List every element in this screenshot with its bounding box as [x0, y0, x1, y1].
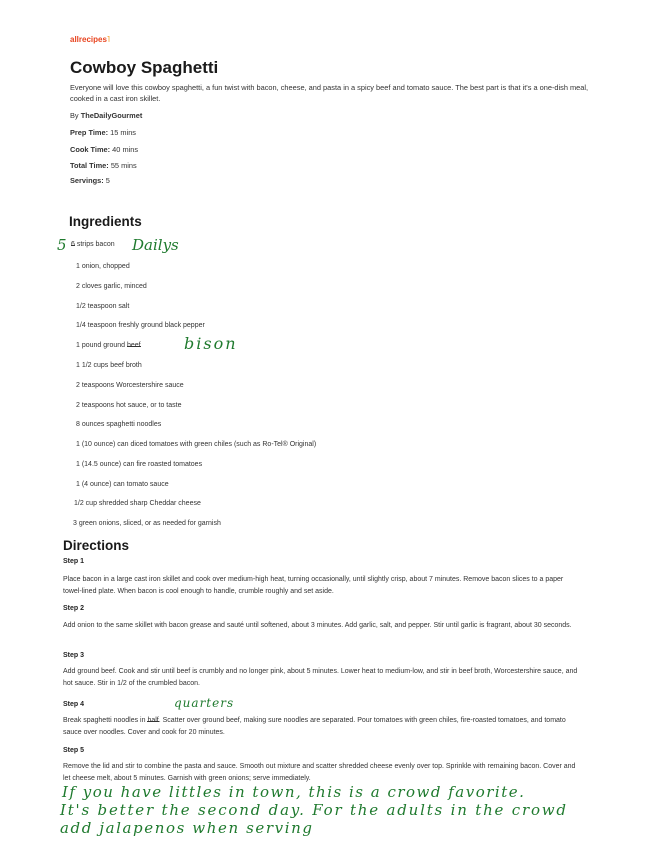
step-label: Step 4 — [63, 701, 85, 708]
step-text: Remove the lid and stir to combine the pasta and sauce. Smooth out mixture and scatter shredded cheese evenly over top. Sprinkle with remaining bacon. Cover and let cheese melt, about 5 minutes. Garnish with green onions; serve immediately. — [63, 763, 576, 782]
ingredients-heading: Ingredients — [69, 214, 142, 229]
servings-value: 5 — [105, 176, 110, 185]
step-text — [63, 715, 583, 739]
handwritten-dailys: Dailys — [132, 236, 179, 254]
total-time — [70, 161, 137, 170]
ingredient-item: 1 1/2 cups beef broth — [76, 362, 142, 369]
prep-time — [70, 128, 136, 137]
cook-value: 40 mins — [112, 145, 139, 154]
author-name: TheDailyGourmet — [80, 111, 143, 120]
total-label: Total Time: — [70, 161, 109, 170]
cook-time — [70, 145, 138, 154]
ingredient-item: 2 teaspoons hot sauce, or to taste — [76, 402, 182, 409]
cook-label: Cook Time: — [70, 145, 111, 154]
ingredient-item: 2 teaspoons Worcestershire sauce — [76, 382, 184, 389]
step-text-after: . Scatter over ground beef, making sure noodles are separated. Pour tomatoes with green chiles, fire-roasted tomatoes, and tomato sauce over noodles. Cover and cook for 20 minutes. — [63, 717, 566, 736]
step-text: Add onion to the same skillet with bacon grease and sauté until softened, about 3 minutes. Add garlic, salt, and pepper. Stir until garlic is fragrant, about 30 seconds. — [63, 622, 572, 629]
handwritten-bison: bison — [184, 334, 238, 353]
struck-beef: beef — [127, 342, 141, 349]
ingredient-item: 2 cloves garlic, minced — [76, 283, 147, 290]
step-label: Step 2 — [63, 605, 85, 612]
by-label: By — [70, 111, 79, 120]
ingredient-item: 8 ounces spaghetti noodles — [76, 421, 162, 428]
ingredient-text: strips bacon — [76, 241, 115, 248]
step-text: Place bacon in a large cast iron skillet and cook over medium-high heat, turning occasionally, until slightly crisp, about 7 minutes. Remove bacon slices to a paper towel-lined plate. When bacon is cool enough to handle, crumble roughly and set aside. — [63, 576, 564, 595]
ingredient-item: 1 (10 ounce) can diced tomatoes with green chiles (such as Ro-Tel® Original) — [76, 441, 317, 448]
directions-heading: Directions — [63, 538, 130, 553]
recipe-description: Everyone will love this cowboy spaghetti, a fun twist with bacon, cheese, and pasta in a spicy beef and tomato sauce. The best part is that it's a one-dish meal, cooked in a cast iron skillet. — [70, 83, 589, 103]
handwritten-note-line: add jalapenos when serving — [60, 819, 314, 837]
ingredient-item: 1 onion, chopped — [76, 263, 130, 270]
step-label: Step 5 — [63, 747, 85, 754]
total-value: 55 mins — [110, 161, 137, 170]
prep-label: Prep Time: — [70, 128, 109, 137]
ingredient-item: 1 (14.5 ounce) can fire roasted tomatoes — [76, 461, 203, 468]
ingredient-item: 1 (4 ounce) can tomato sauce — [76, 481, 169, 488]
step-label: Step 1 — [63, 558, 85, 565]
ingredient-item — [76, 342, 141, 349]
brand-mark-icon: ˥ — [106, 35, 110, 44]
byline — [70, 111, 142, 120]
prep-value: 15 mins — [110, 128, 137, 137]
ingredient-item: 1/4 teaspoon freshly ground black pepper — [76, 322, 205, 329]
ingredient-text: 1 pound ground — [76, 342, 126, 349]
servings — [70, 176, 110, 185]
recipe-title: Cowboy Spaghetti — [70, 58, 219, 77]
ingredient-item: 1/2 teaspoon salt — [76, 303, 130, 310]
handwritten-note-line: It's better the second day. For the adults in the crowd — [60, 801, 568, 819]
ingredient-item — [71, 241, 115, 248]
step-text-before: Break spaghetti noodles in — [63, 717, 146, 724]
servings-label: Servings: — [70, 176, 104, 185]
handwritten-note-line: If you have littles in town, this is a crowd favorite. — [62, 783, 526, 801]
step-text: Add ground beef. Cook and stir until beef is crumbly and no longer pink, about 5 minutes. Lower heat to medium-low, and stir in beef broth, Worcestershire sauce, and hot sauce. Stir in 1/2 of the crumbled bacon. — [63, 668, 578, 687]
handwritten-bacon-qty: 5 — [57, 236, 67, 254]
brand-name: allrecipes — [70, 35, 107, 44]
ingredient-item: 1/2 cup shredded sharp Cheddar cheese — [74, 500, 201, 507]
ingredient-item: 3 green onions, sliced, or as needed for garnish — [73, 520, 221, 527]
struck-bacon-qty: 6 — [71, 241, 75, 248]
struck-half: half — [147, 717, 159, 724]
step-label: Step 3 — [63, 652, 85, 659]
handwritten-quarters: quarters — [174, 696, 235, 710]
brand-logo — [70, 35, 110, 44]
